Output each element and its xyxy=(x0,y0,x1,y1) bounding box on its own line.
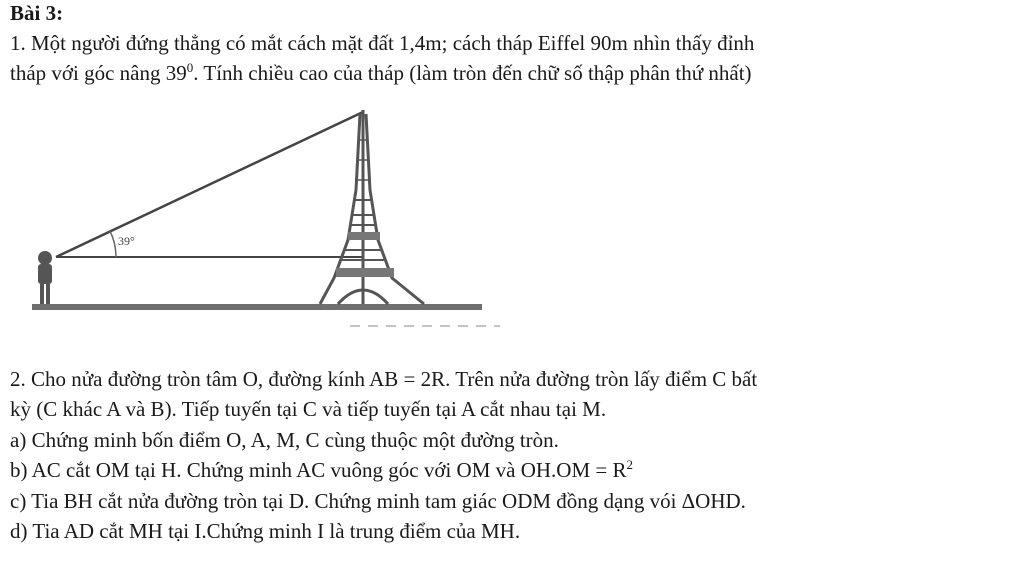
problem-2-part-d: d) Tia AD cắt MH tại I.Chứng minh I là trung điểm của MH. xyxy=(10,519,521,543)
problem-2-line-1: 2. Cho nửa đường tròn tâm O, đường kính AB = 2R. Trên nửa đường tròn lấy điểm C bất xyxy=(10,367,758,391)
elevation-sight-line xyxy=(56,112,363,257)
problem-1-line-2 xyxy=(10,60,752,86)
square-superscript: 2 xyxy=(626,457,633,472)
problem-1-line-2-rest: . Tính chiều cao của tháp (làm tròn đến chữ số thập phân thứ nhất) xyxy=(193,61,752,85)
person-figure xyxy=(38,251,52,304)
problem-1-line-1: 1. Một người đứng thẳng có mắt cách mặt đất 1,4m; cách tháp Eiffel 90m nhìn thấy đỉnh xyxy=(10,31,755,55)
problem-2-part-b xyxy=(10,457,633,483)
ground-line xyxy=(32,304,482,310)
problem-2-line-2: kỳ (C khác A và B). Tiếp tuyến tại C và tiếp tuyến tại A cắt nhau tại M. xyxy=(10,397,607,421)
eiffel-tower-icon xyxy=(320,110,424,304)
problem-1-line-2-text: tháp với góc nâng 39 xyxy=(10,61,187,85)
problem-2-part-b-text: b) AC cắt OM tại H. Chứng minh AC vuông góc với OM và OH.OM = R xyxy=(10,458,627,482)
exercise-heading: Bài 3: xyxy=(10,1,64,25)
eiffel-tower-figure xyxy=(20,100,520,340)
angle-label: 39° xyxy=(118,234,135,248)
problem-2-part-c: c) Tia BH cắt nửa đường tròn tại D. Chứng minh tam giác ODM đồng dạng vói ΔOHD. xyxy=(10,489,746,513)
problem-2-part-a: a) Chứng minh bốn điểm O, A, M, C cùng thuộc một đường tròn. xyxy=(10,428,559,452)
degree-superscript: 0 xyxy=(186,60,194,75)
angle-arc xyxy=(110,231,116,257)
